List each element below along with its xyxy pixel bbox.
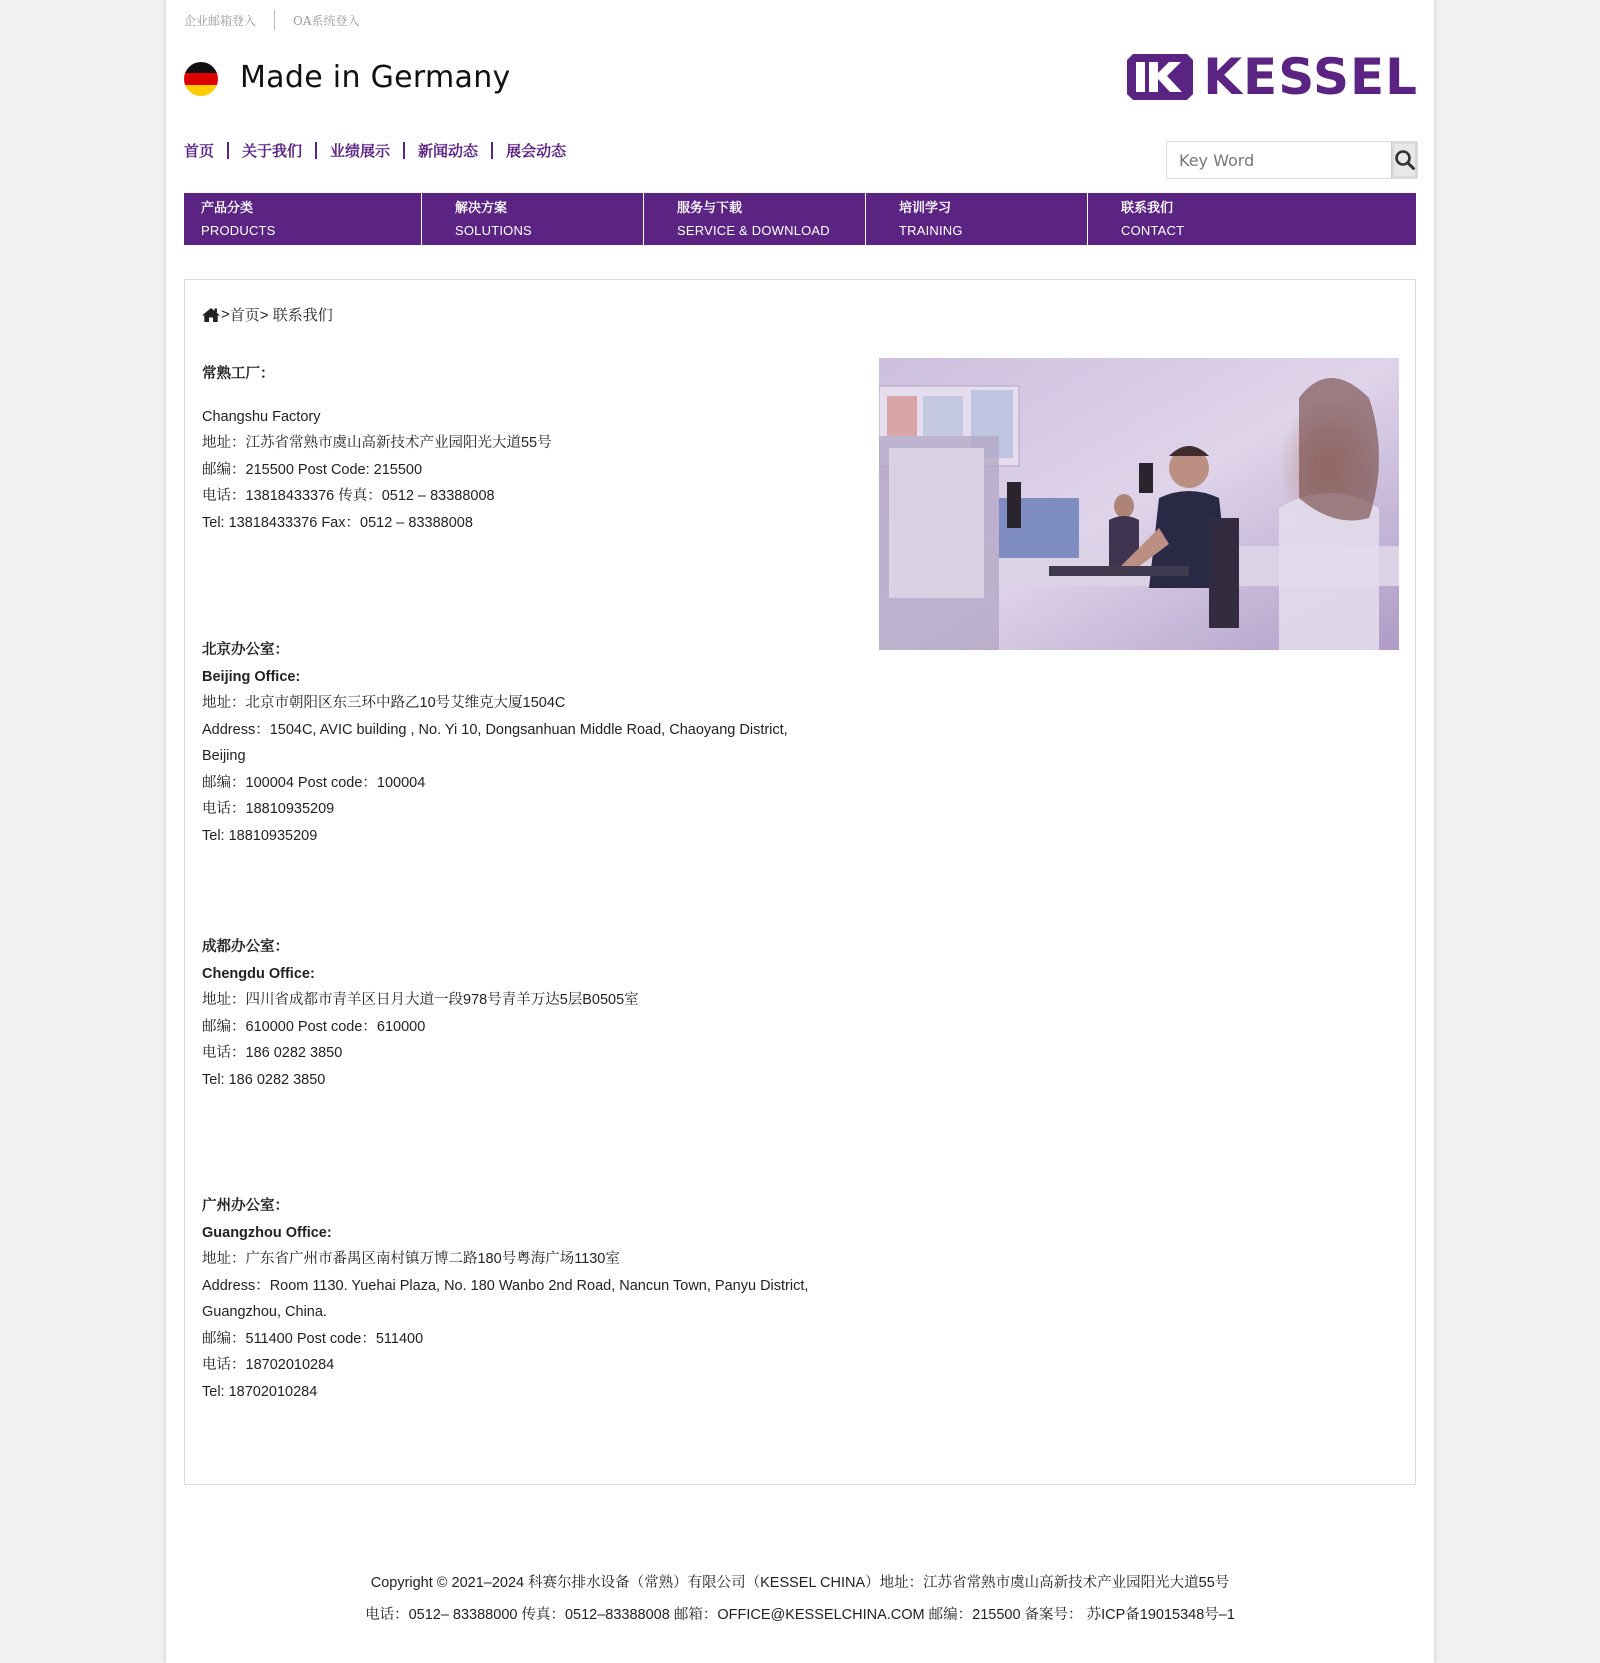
office-line: Tel: 18810935209 — [202, 827, 318, 844]
logo-text: KESSEL — [1203, 48, 1418, 106]
germany-flag-icon — [184, 62, 218, 96]
kessel-logo-icon — [1127, 54, 1193, 100]
search-input[interactable] — [1167, 142, 1391, 178]
divider — [274, 10, 275, 30]
office-line: 地址：北京市朝阳区东三环中路乙10号艾维克大厦1504C — [202, 695, 566, 711]
office-subtitle: Guangzhou Office: — [202, 1224, 332, 1241]
call-center-photo — [879, 358, 1399, 650]
breadcrumb-home[interactable]: 首页 — [229, 307, 260, 324]
office-line: Beijing — [202, 748, 246, 764]
nav-products[interactable] — [184, 193, 422, 245]
office-title: 北京办公室： — [202, 642, 289, 658]
footer-copyright: Copyright © 2021–2024 科赛尔排水设备（常熟）有限公司（KESSEL CHINA）地址：江苏省常熟市虞山高新技术产业园阳光大道55号 — [370, 1575, 1230, 1591]
content-panel — [184, 279, 1416, 1485]
subnav-exhibitions[interactable]: 展会动态 — [506, 143, 567, 160]
office-line: Tel: 186 0282 3850 — [202, 1071, 326, 1088]
page — [166, 0, 1434, 1663]
office-line: 电话：186 0282 3850 — [202, 1045, 343, 1061]
office-line: 电话：18810935209 — [202, 801, 335, 817]
nav-training[interactable] — [866, 193, 1088, 245]
nav-label-en: SERVICE & DOWNLOAD — [677, 223, 830, 238]
nav-service-download[interactable] — [644, 193, 866, 245]
top-links — [184, 10, 360, 30]
office-line: Address：1504C, AVIC building , No. Yi 10, Dongsanhuan Middle Road, Chaoyang District, — [202, 721, 788, 738]
nav-contact[interactable] — [1088, 193, 1416, 245]
office-line: 邮编：511400 Post code：511400 — [202, 1330, 424, 1347]
office-changshu — [202, 361, 552, 536]
office-line: 地址：广东省广州市番禺区南村镇万博二路180号粤海广场1130室 — [202, 1251, 620, 1267]
office-subtitle: Beijing Office: — [202, 668, 301, 685]
office-guangzhou — [202, 1193, 808, 1405]
office-line: Changshu Factory — [202, 408, 321, 425]
divider — [491, 142, 493, 159]
office-line: 地址：江苏省常熟市虞山高新技术产业园阳光大道55号 — [202, 435, 552, 451]
tagline: Made in Germany — [240, 60, 511, 95]
nav-label-en: SOLUTIONS — [455, 223, 532, 238]
office-title: 成都办公室： — [202, 939, 289, 955]
office-line: Tel: 13818433376 Fax：0512 – 83388008 — [202, 514, 473, 531]
office-line: 电话：18702010284 — [202, 1357, 335, 1373]
office-chengdu — [202, 934, 639, 1093]
subnav-about[interactable]: 关于我们 — [242, 143, 303, 160]
office-line: 邮编：215500 Post Code: 215500 — [202, 461, 423, 478]
breadcrumb — [202, 304, 333, 325]
nav-label-en: TRAINING — [899, 223, 963, 238]
breadcrumb-current: > 联系我们 — [259, 307, 333, 324]
oa-login-link[interactable]: OA系统登入 — [293, 13, 360, 28]
office-line: 地址：四川省成都市青羊区日月大道一段978号青羊万达5层B0505室 — [202, 992, 639, 1008]
search-box — [1166, 141, 1418, 179]
office-line: 邮编：610000 Post code：610000 — [202, 1018, 426, 1035]
nav-label-cn: 解决方案 — [455, 200, 508, 215]
nav-label-cn: 联系我们 — [1121, 200, 1174, 215]
home-icon[interactable] — [202, 307, 220, 323]
subnav-news[interactable]: 新闻动态 — [418, 143, 479, 160]
divider — [315, 142, 317, 159]
office-title: 常熟工厂： — [202, 366, 275, 382]
main-nav — [184, 193, 1416, 245]
divider — [227, 142, 229, 159]
nav-label-cn: 培训学习 — [899, 200, 952, 215]
office-subtitle: Chengdu Office: — [202, 965, 315, 982]
nav-solutions[interactable] — [422, 193, 644, 245]
office-line: Address：Room 1130. Yuehai Plaza, No. 180 Wanbo 2nd Road, Nancun Town, Panyu District, — [202, 1277, 809, 1294]
nav-label-cn: 产品分类 — [201, 200, 254, 215]
office-title: 广州办公室： — [202, 1198, 289, 1214]
subnav-home[interactable]: 首页 — [184, 143, 215, 160]
subnav-projects[interactable]: 业绩展示 — [330, 143, 391, 160]
office-beijing — [202, 637, 788, 849]
nav-label-en: PRODUCTS — [201, 223, 276, 238]
divider — [403, 142, 405, 159]
office-line: Tel: 18702010284 — [202, 1383, 318, 1400]
mail-login-link[interactable]: 企业邮箱登入 — [184, 13, 257, 28]
office-line: 邮编：100004 Post code：100004 — [202, 774, 426, 791]
spacer — [202, 388, 552, 404]
office-line: Guangzhou, China. — [202, 1304, 327, 1320]
breadcrumb-sep: > — [221, 306, 230, 323]
secondary-nav — [184, 140, 566, 161]
footer-contact: 电话：0512– 83388000 传真：0512–83388008 邮箱：OFFICE@KESSELCHINA.COM 邮编：215500 备案号： 苏ICP备19015348号–1 — [365, 1607, 1235, 1623]
nav-label-en: CONTACT — [1121, 223, 1185, 238]
office-line: 电话：13818433376 传真：0512 – 83388008 — [202, 488, 495, 504]
search-icon — [1394, 149, 1416, 171]
nav-label-cn: 服务与下载 — [677, 200, 743, 215]
search-button[interactable] — [1391, 142, 1417, 178]
kessel-logo[interactable] — [1127, 48, 1418, 106]
